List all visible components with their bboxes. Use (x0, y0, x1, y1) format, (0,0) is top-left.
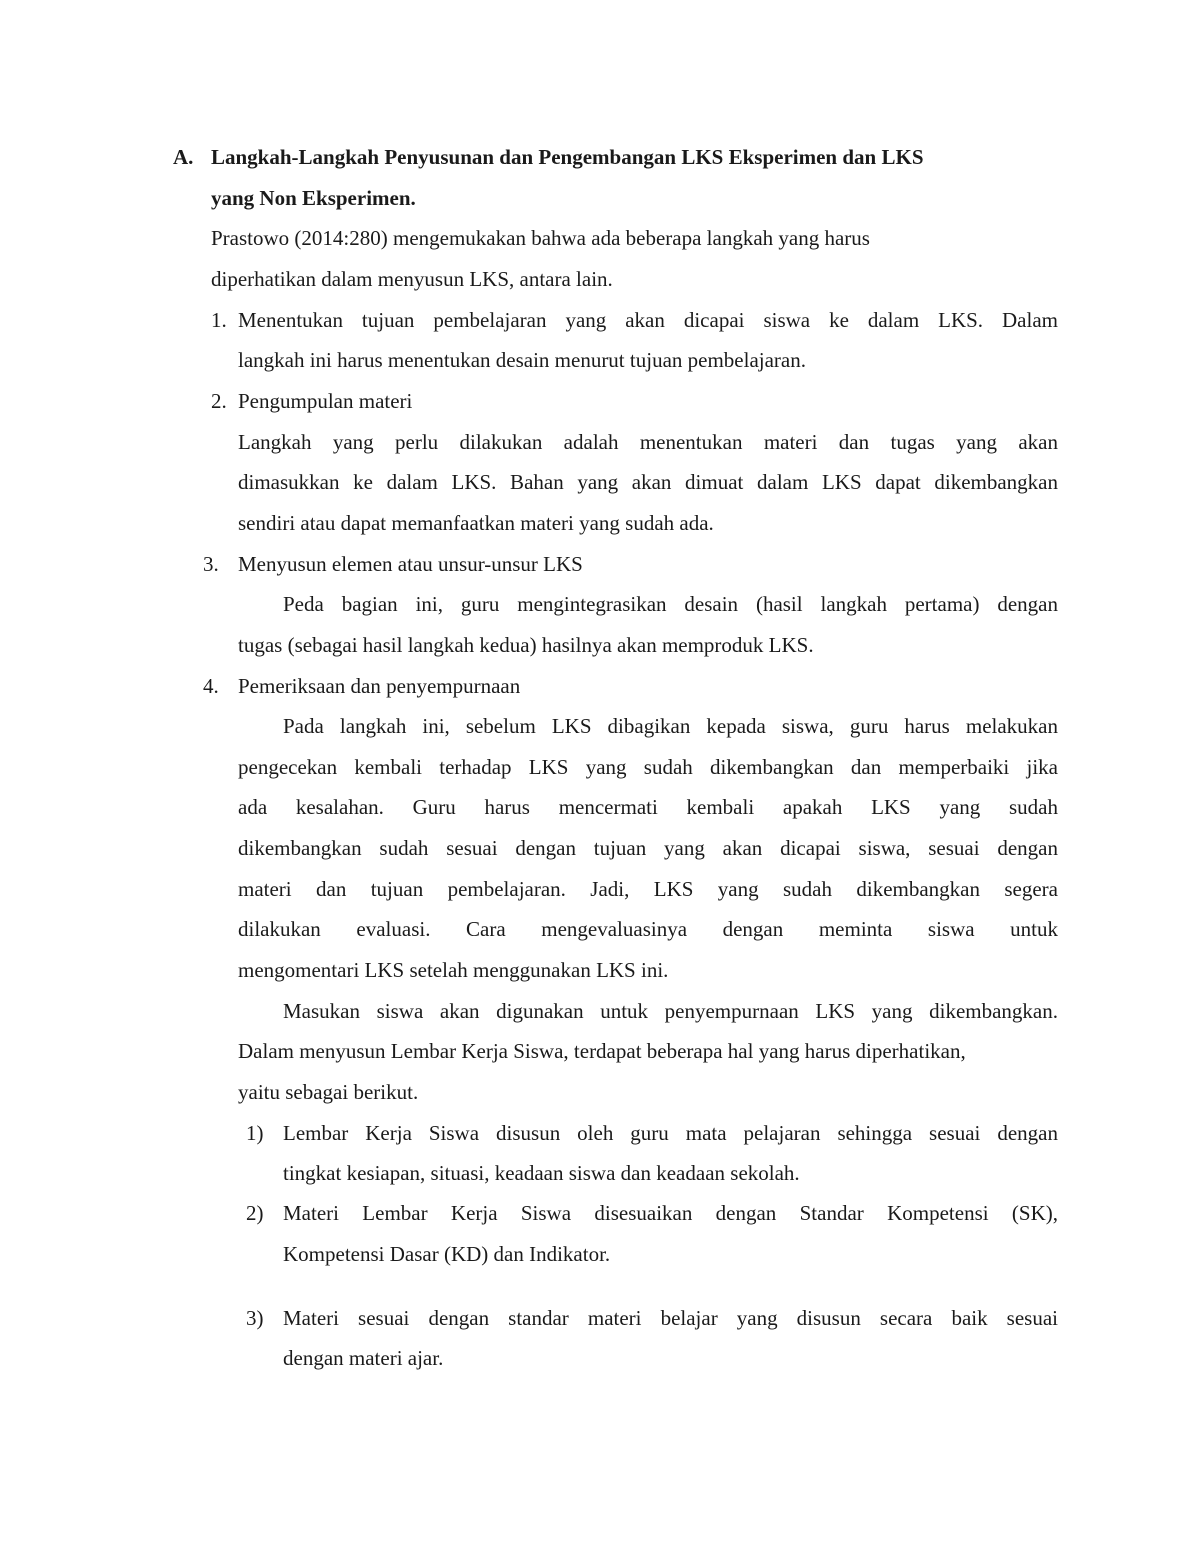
step-text-line: Pada langkah ini, sebelum LKS dibagikan kepada siswa, guru harus melakukan (283, 714, 1058, 738)
step-text-line: ada kesalahan. Guru harus mencermati kembali apakah LKS yang sudah (238, 795, 1058, 819)
closing-line2: Dalam menyusun Lembar Kerja Siswa, terdapat beberapa hal yang harus diperhatikan, (238, 1039, 966, 1063)
point-number: 1) (246, 1121, 264, 1145)
step-number: 3. (203, 552, 219, 576)
step-text-line: langkah ini harus menentukan desain menurut tujuan pembelajaran. (238, 348, 806, 372)
step-text-line: mengomentari LKS setelah menggunakan LKS ini. (238, 958, 669, 982)
step-number: 2. (211, 389, 227, 413)
point-text-line: dengan materi ajar. (283, 1346, 444, 1370)
closing-line3: yaitu sebagai berikut. (238, 1080, 419, 1104)
step-text-line: dikembangkan sudah sesuai dengan tujuan yang akan dicapai siswa, sesuai dengan (238, 836, 1058, 860)
step-text-line: pengecekan kembali terhadap LKS yang sudah dikembangkan dan memperbaiki jika (238, 755, 1058, 779)
point-text-line: Lembar Kerja Siswa disusun oleh guru mata pelajaran sehingga sesuai dengan (283, 1121, 1058, 1145)
point-number: 2) (246, 1201, 264, 1225)
section-heading-line1: Langkah-Langkah Penyusunan dan Pengembangan LKS Eksperimen dan LKS (211, 145, 924, 169)
closing-line1: Masukan siswa akan digunakan untuk penyempurnaan LKS yang dikembangkan. (283, 999, 1058, 1023)
point-text-line: Materi Lembar Kerja Siswa disesuaikan dengan Standar Kompetensi (SK), (283, 1201, 1058, 1225)
step-text-line: dilakukan evaluasi. Cara mengevaluasinya dengan meminta siswa untuk (238, 917, 1058, 941)
step-text-line: Menentukan tujuan pembelajaran yang akan dicapai siswa ke dalam LKS. Dalam (238, 308, 1058, 332)
point-text-line: tingkat kesiapan, situasi, keadaan siswa dan keadaan sekolah. (283, 1161, 800, 1185)
intro-line2: diperhatikan dalam menyusun LKS, antara lain. (211, 267, 613, 291)
step-text-line: Peda bagian ini, guru mengintegrasikan desain (hasil langkah pertama) dengan (283, 592, 1058, 616)
step-title: Menyusun elemen atau unsur-unsur LKS (238, 552, 583, 576)
intro-line1: Prastowo (2014:280) mengemukakan bahwa ada beberapa langkah yang harus (211, 226, 870, 250)
section-heading-line2: yang Non Eksperimen. (211, 186, 416, 210)
step-text-line: materi dan tujuan pembelajaran. Jadi, LKS yang sudah dikembangkan segera (238, 877, 1058, 901)
step-text-line: dimasukkan ke dalam LKS. Bahan yang akan dimuat dalam LKS dapat dikembangkan (238, 470, 1058, 494)
step-number: 4. (203, 674, 219, 698)
step-title: Pemeriksaan dan penyempurnaan (238, 674, 521, 698)
point-text-line: Materi sesuai dengan standar materi belajar yang disusun secara baik sesuai (283, 1306, 1058, 1330)
step-title: Pengumpulan materi (238, 389, 413, 413)
point-text-line: Kompetensi Dasar (KD) dan Indikator. (283, 1242, 611, 1266)
step-text-line: tugas (sebagai hasil langkah kedua) hasilnya akan memproduk LKS. (238, 633, 814, 657)
step-text-line: Langkah yang perlu dilakukan adalah menentukan materi dan tugas yang akan (238, 430, 1058, 454)
section-marker: A. (173, 145, 194, 169)
point-number: 3) (246, 1306, 264, 1330)
step-text-line: sendiri atau dapat memanfaatkan materi yang sudah ada. (238, 511, 714, 535)
step-number: 1. (211, 308, 227, 332)
